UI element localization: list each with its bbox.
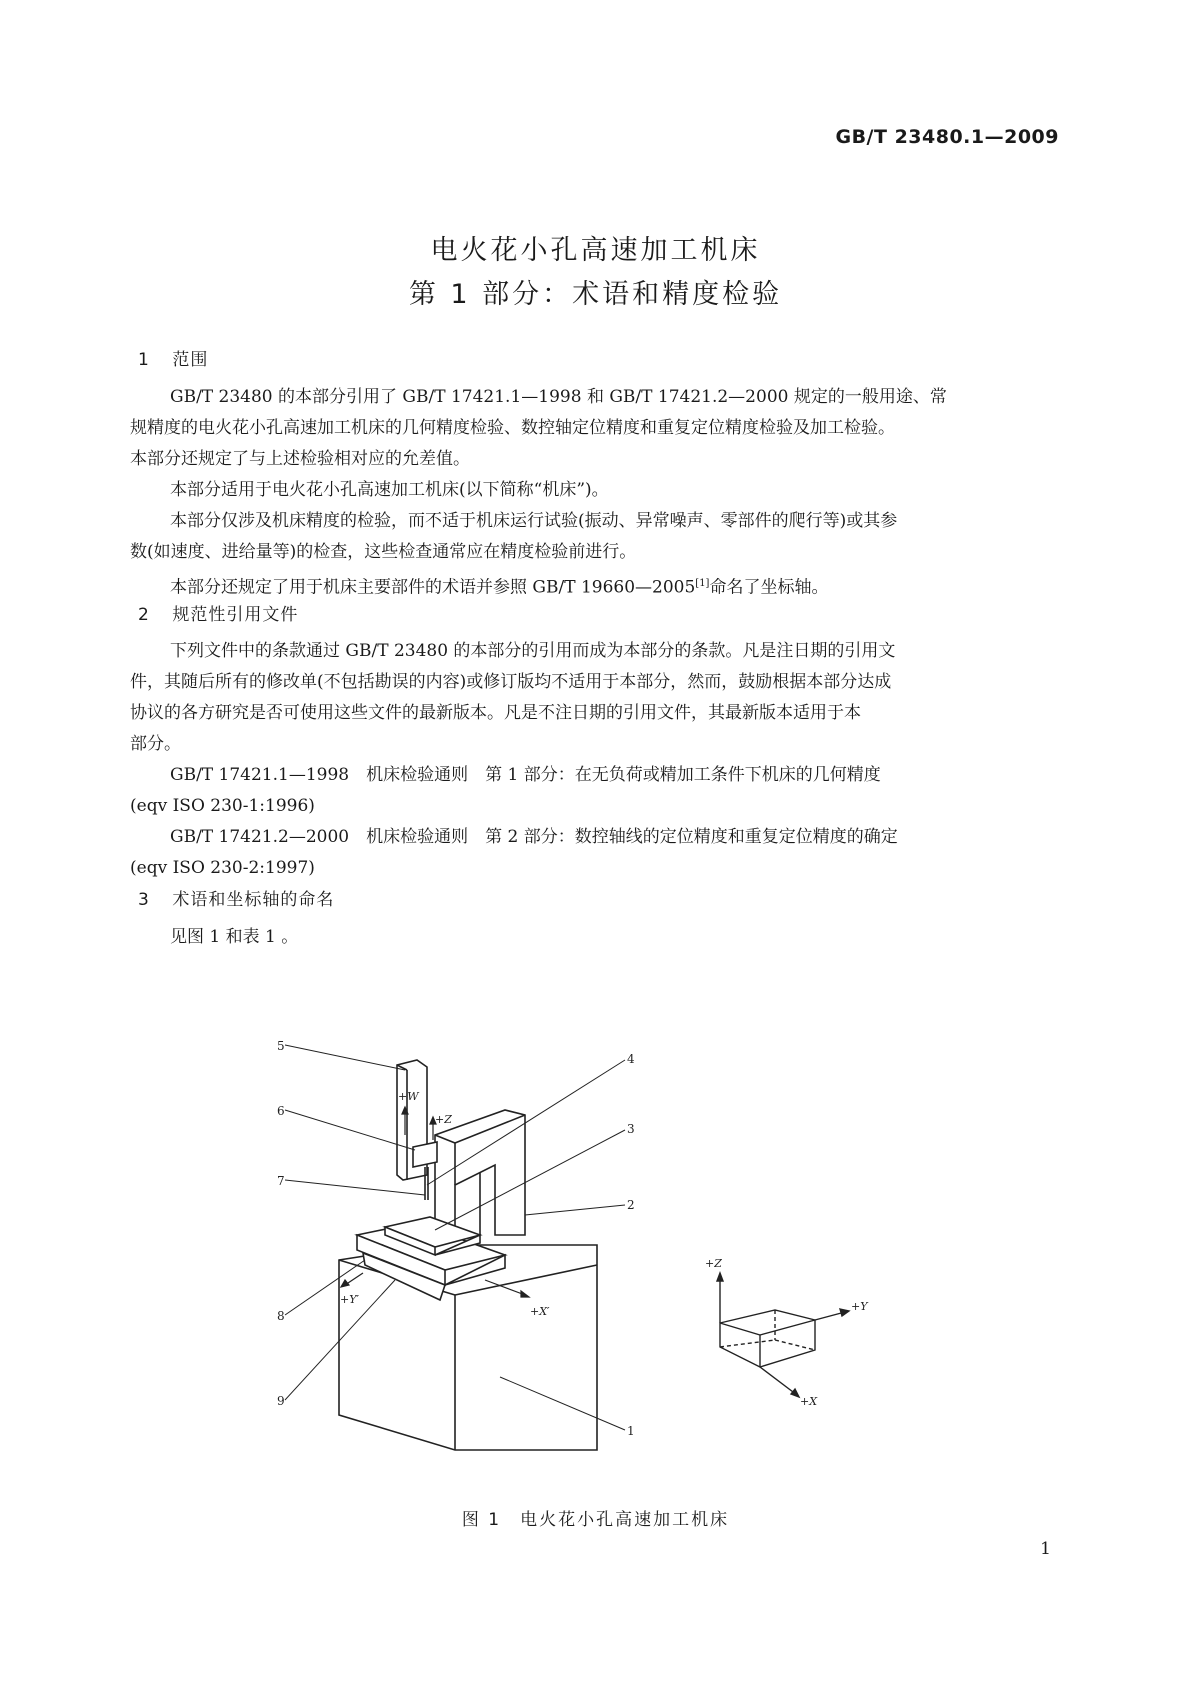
part-label-9: 9 — [277, 1394, 285, 1408]
section-title: 术语和坐标轴的命名 — [172, 890, 335, 910]
coordinate-system-diagram — [717, 1273, 849, 1397]
text-line: 数(如速度、进给量等)的检查，这些检查通常应在精度检验前进行。 — [130, 542, 637, 562]
text-line: 规精度的电火花小孔高速加工机床的几何精度检验、数控轴定位精度和重复定位精度检验及加工检验。 — [130, 418, 895, 438]
part-label-4: 4 — [627, 1052, 635, 1066]
axis-label-z: +Z — [705, 1257, 722, 1270]
part-label-7: 7 — [277, 1174, 285, 1188]
section-number: 3 — [138, 890, 150, 910]
axis-label-x: +X — [800, 1395, 818, 1408]
section-number: 2 — [138, 605, 150, 625]
text-line: 本部分仅涉及机床精度的检验，而不适于机床运行试验(振动、异常噪声、零部件的爬行等)或其参 — [170, 511, 898, 531]
text-line: 见图 1 和表 1 。 — [170, 927, 299, 947]
reference-marker: [1] — [695, 578, 710, 589]
part-label-8: 8 — [277, 1309, 285, 1323]
section-1-heading — [138, 345, 208, 370]
text-line — [130, 568, 1058, 604]
text-line: 部分。 — [130, 734, 181, 754]
axis-label-w: +W — [398, 1090, 419, 1103]
machine-column — [435, 1110, 525, 1235]
text-line: 协议的各方研究是否可使用这些文件的最新版本。凡是不注日期的引用文件，其最新版本适用于本 — [130, 703, 861, 723]
reference-line: (eqv ISO 230-1:1996) — [130, 796, 315, 816]
text-line: 本部分适用于电火花小孔高速加工机床(以下简称“机床”)。 — [170, 480, 609, 500]
text-line: 件，其随后所有的修改单(不包括勘误的内容)或修订版均不适用于本部分，然而，鼓励根据本部分达成 — [130, 672, 892, 692]
section-number: 1 — [138, 350, 150, 370]
text-fragment: 命名了坐标轴。 — [709, 577, 829, 598]
terms-paragraph — [130, 922, 1058, 953]
part-label-5: 5 — [277, 1039, 285, 1053]
reference-line: GB/T 17421.1—1998 机床检验通则 第 1 部分：在无负荷或精加工条件下机床的几何精度 — [170, 765, 881, 785]
axis-label-y-prime: +Y′ — [340, 1293, 359, 1306]
normative-paragraphs — [130, 636, 1058, 884]
part-label-6: 6 — [277, 1104, 285, 1118]
scope-paragraphs — [130, 382, 1058, 604]
document-subtitle: 第 1 部分：术语和精度检验 — [408, 279, 783, 310]
axis-label-x-prime: +X′ — [530, 1305, 550, 1318]
text-fragment: 本部分还规定了用于机床主要部件的术语并参照 GB/T 19660—2005 — [170, 577, 696, 598]
part-label-3: 3 — [627, 1122, 635, 1136]
part-label-2: 2 — [627, 1198, 635, 1212]
reference-line: (eqv ISO 230-2:1997) — [130, 858, 315, 878]
document-title: 电火花小孔高速加工机床 — [430, 235, 761, 266]
machine-figure — [270, 1030, 970, 1470]
axis-label-y: +Y — [851, 1300, 868, 1313]
text-line: 本部分还规定了与上述检验相对应的允差值。 — [130, 449, 470, 469]
section-title: 规范性引用文件 — [172, 605, 299, 625]
figure-caption: 图 1 电火花小孔高速加工机床 — [461, 1510, 730, 1530]
section-2-heading — [138, 600, 298, 625]
reference-line: GB/T 17421.2—2000 机床检验通则 第 2 部分：数控轴线的定位精度和重复定位精度的确定 — [170, 827, 898, 847]
text-line: 下列文件中的条款通过 GB/T 23480 的本部分的引用而成为本部分的条款。凡是注日期的引用文 — [170, 641, 896, 661]
part-label-1: 1 — [627, 1424, 635, 1438]
text-line: GB/T 23480 的本部分引用了 GB/T 17421.1—1998 和 GB/T 17421.2—2000 规定的一般用途、常 — [170, 387, 947, 407]
standard-code: GB/T 23480.1—2009 — [835, 126, 1059, 148]
axis-label-z-tool: +Z — [435, 1113, 452, 1126]
section-title: 范围 — [172, 350, 209, 370]
section-3-heading — [138, 885, 334, 910]
ram-quill — [397, 1060, 437, 1200]
page-number: 1 — [1040, 1539, 1051, 1559]
